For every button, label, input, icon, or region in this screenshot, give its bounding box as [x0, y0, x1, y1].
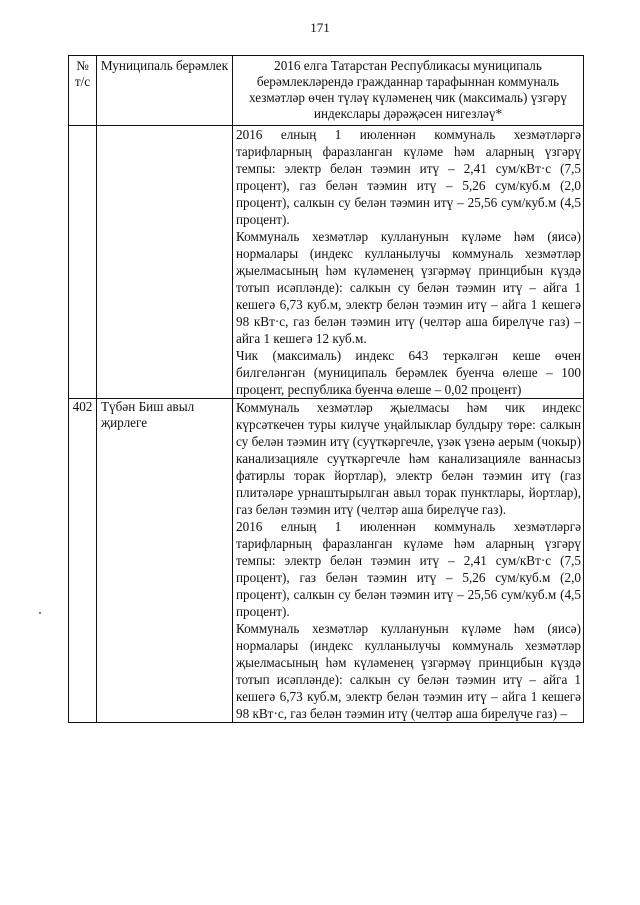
index-table [68, 55, 584, 723]
row-municipality: Түбән Биш авыл җирлеге [97, 399, 233, 723]
row-number [69, 126, 97, 399]
header-municipality: Муниципаль берәмлек [97, 56, 233, 126]
page-number: 171 [310, 20, 330, 35]
paragraph-tariffs: 2016 елның 1 июленнән коммуналь хезмәтләргә тарифларның фаразланган күләме һәм аларның үзгәрү темпы: электр белән тәэмин итү – 2,41 сум/кВт·с (7,5 процент), газ белән тәэмин итү – 5,26 сум/куб.м (2,0 процент), салкын су белән тәэмин итү – 25,56 сум/куб.м (4,5 процент). [236, 519, 581, 619]
row-number: 402 [69, 399, 97, 723]
paragraph-norms: Коммуналь хезмәтләр кулланунын күләме һәм (яисә) нормалары (индекс кулланылучы коммуналь хезмәтләр җыелмасының һәм күләменең үзгәрмәү принцибын күздә тотып исәпләнде): салкын су белән тәэмин итү – айга 1 кешегә 6,73 куб.м, электр белән тәэмин итү – айга 1 кешегә 98 кВт·с, газ белән тәэмин итү (челтәр аша бирелүче газ) – айга 1 кешегә 12 куб.м. [236, 229, 581, 346]
row-municipality [97, 126, 233, 399]
header-number: № т/с [69, 56, 97, 126]
paragraph-norms: Коммуналь хезмәтләр кулланунын күләме һәм (яисә) нормалары (индекс кулланылучы коммуналь хезмәтләр җыелмасының һәм күләменең үзгәрмәү принцибын күздә тотып исәпләнде): салкын су белән тәэмин итү – айга 1 кешегә 6,73 куб.м, электр белән тәэмин итү – айга 1 кешегә 98 кВт·с, газ белән тәэмин итү (челтәр аша бирелүче газ) – [236, 621, 581, 721]
table-header-row [69, 56, 584, 126]
row-description [233, 399, 584, 723]
paragraph-amenities: Коммуналь хезмәтләр җыелмасы һәм чик индекс күрсәткечен туры килүче уңайлыклар булдыру төре: салкын су белән тәэмин итү (суүткәргечле, үзәк үзенә аерым (чокыр) канализацияле суүткәргечле һәм канализацияле ваннасыз фатирлы торак йортлар), электр белән тәэмин итү (газ плитәләре урнаштырылган авыл торак пунктлары, йортлар), газ белән тәэмин итү (челтәр аша бирелүче газ). [236, 400, 581, 517]
scan-speck [39, 612, 41, 614]
row-description [233, 126, 584, 399]
header-description: 2016 елга Татарстан Республикасы муниципаль берәмлекләрендә гражданнар тарафыннан коммуналь хезмәтләр өчен түләү күләменең чик (максималь) үзгәрү индекслары дәрәҗәсен нигезләү* [233, 56, 584, 126]
table-row [69, 399, 584, 723]
paragraph-tariffs: 2016 елның 1 июленнән коммуналь хезмәтләргә тарифларның фаразланган күләме һәм аларның үзгәрү темпы: электр белән тәэмин итү – 2,41 сум/кВт·с (7,5 процент), газ белән тәэмин итү – 5,26 сум/куб.м (2,0 процент), салкын су белән тәэмин итү – 25,56 сум/куб.м (4,5 процент). [236, 127, 581, 227]
paragraph-max-index: Чик (максималь) индекс 643 теркәлгән кеше өчен билгеләнгән (муниципаль берәмлек буенча өлеше – 100 процент, республика буенча өлеше – 0,02 процент) [236, 348, 581, 397]
table-row [69, 126, 584, 399]
